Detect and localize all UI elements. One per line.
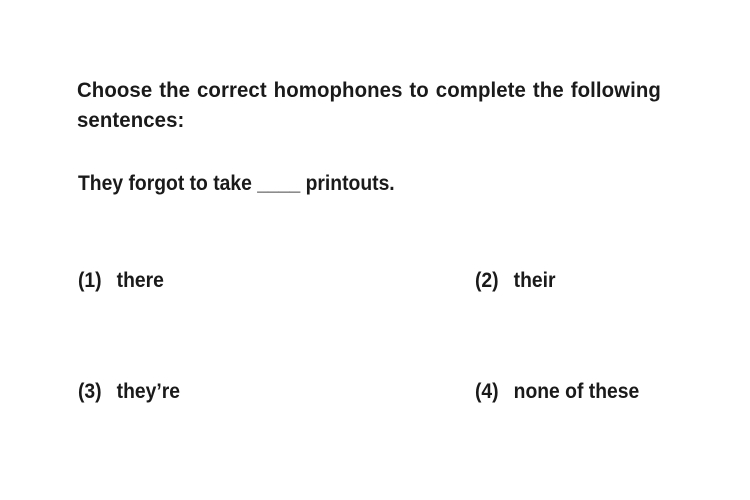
option-1[interactable] [78, 267, 164, 295]
option-4[interactable] [475, 378, 639, 406]
option-2[interactable] [475, 267, 556, 295]
option-label: their [513, 269, 556, 292]
instruction-text: Choose the correct homophones to complete the following sentences: [77, 79, 661, 132]
option-3[interactable] [78, 378, 180, 406]
question-text: They forgot to take ____ printouts. [78, 172, 395, 195]
option-label: there [116, 269, 164, 292]
option-number: (1) [78, 269, 102, 292]
option-number: (4) [475, 380, 499, 403]
option-number: (3) [78, 380, 102, 403]
option-number: (2) [475, 269, 499, 292]
option-label: they’re [116, 380, 181, 403]
option-label: none of these [513, 380, 640, 403]
